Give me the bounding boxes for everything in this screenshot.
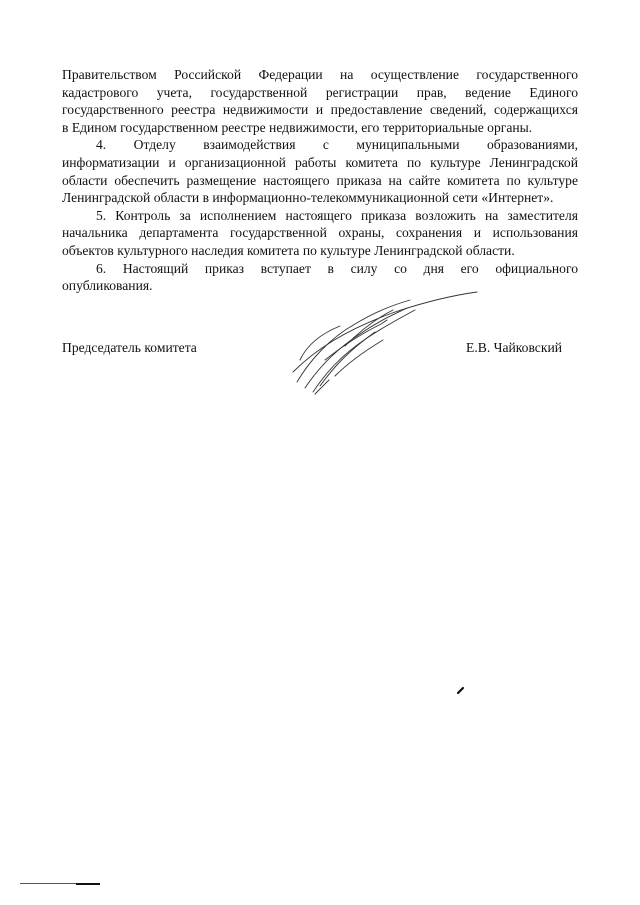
signatory-name: Е.В. Чайковский <box>466 340 562 355</box>
paragraph-2 <box>62 136 578 206</box>
text-line: информатизации и организационной работы комитета по культуре Ленинградской <box>62 154 578 170</box>
text-line: Ленинградской области в информационно-телекоммуникационной сети «Интернет». <box>62 190 554 206</box>
text-line: начальника департамента государственной охраны, сохранения и использования <box>62 225 578 241</box>
text-line: области обеспечить размещение настоящего приказа на сайте комитета по культуре <box>62 172 578 188</box>
text-line: 4. Отделу взаимодействия с муниципальными образованиями, <box>96 137 578 153</box>
footer-rule <box>20 883 100 885</box>
signatory-title: Председатель комитета <box>62 340 197 355</box>
footer-rule-thick <box>76 883 100 885</box>
text-line: кадастрового учета, государственной регистрации прав, ведение Единого <box>62 84 578 100</box>
paragraph-3 <box>62 207 578 260</box>
signature-block <box>62 339 578 359</box>
ink-mark <box>456 685 466 695</box>
footer-rule-thin <box>20 883 76 884</box>
text-line: 6. Настоящий приказ вступает в силу со дня его официального <box>96 260 578 276</box>
text-line: Правительством Российской Федерации на осуществление государственного <box>62 67 578 82</box>
text-line: опубликования. <box>62 278 153 294</box>
text-line: 5. Контроль за исполнением настоящего приказа возложить на заместителя <box>96 207 578 223</box>
text-line: государственного реестра недвижимости и предоставление сведений, содержащихся <box>62 102 578 118</box>
document-body <box>62 66 578 295</box>
paragraph-1 <box>62 66 578 136</box>
text-line: объектов культурного наследия комитета по культуре Ленинградской области. <box>62 242 515 258</box>
text-line: в Едином государственном реестре недвижимости, его территориальные органы. <box>62 119 533 135</box>
